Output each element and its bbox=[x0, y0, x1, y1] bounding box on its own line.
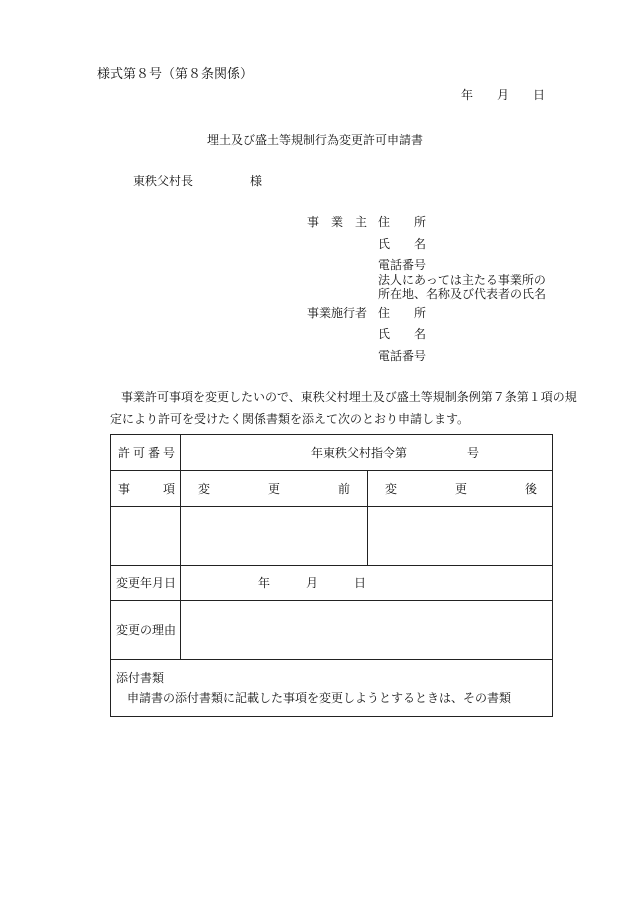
permit-number-label bbox=[118, 446, 175, 460]
before-change-cell[interactable] bbox=[181, 507, 366, 564]
before-label-char: 変 bbox=[198, 482, 211, 496]
item-label-char: 事 bbox=[118, 482, 131, 496]
page-title: 埋土及び盛土等規制行為変更許可申請書 bbox=[206, 133, 423, 147]
applicant-phone-label: 電話番号 bbox=[378, 258, 427, 272]
applicant-address-label: 住 所 bbox=[378, 215, 427, 229]
reason-label: 変更の理由 bbox=[116, 623, 177, 637]
form-number: 様式第８号（第８条関係） bbox=[97, 67, 254, 82]
change-date-value: 年 月 日 bbox=[258, 576, 367, 590]
change-date-label: 変更年月日 bbox=[116, 576, 177, 590]
after-label-char: 後 bbox=[524, 482, 537, 496]
contractor-phone-label: 電話番号 bbox=[378, 349, 427, 363]
permit-number-label-char: 許 bbox=[118, 446, 131, 460]
applicant-name-label: 氏 名 bbox=[378, 237, 427, 251]
attachments-label: 添付書類 bbox=[116, 671, 165, 685]
table-rule bbox=[111, 470, 552, 471]
attachments-text: 申請書の添付書類に記載した事項を変更しようとするときは、その書類 bbox=[127, 691, 512, 705]
after-label-char: 変 bbox=[385, 482, 398, 496]
addressee-name: 東秩父村長 bbox=[133, 174, 194, 188]
after-change-label bbox=[385, 482, 537, 496]
contractor-name-label: 氏 名 bbox=[378, 327, 427, 341]
contractor-address-label: 住 所 bbox=[378, 306, 427, 320]
item-label bbox=[118, 482, 175, 496]
permit-number-value: 年東秩父村指令第 号 bbox=[311, 446, 480, 460]
before-label-char: 前 bbox=[337, 482, 350, 496]
reason-cell[interactable] bbox=[181, 601, 551, 658]
after-change-cell[interactable] bbox=[368, 507, 551, 564]
table-rule bbox=[111, 565, 552, 566]
after-label-char: 更 bbox=[454, 482, 467, 496]
addressee-honorific: 様 bbox=[250, 174, 263, 188]
contractor-label: 事業施行者 bbox=[307, 306, 368, 320]
before-change-label bbox=[198, 482, 350, 496]
before-label-char: 更 bbox=[267, 482, 280, 496]
permit-number-label-char: 可 bbox=[132, 446, 145, 460]
item-label-char: 項 bbox=[162, 482, 175, 496]
permit-number-label-char: 号 bbox=[162, 446, 175, 460]
table-rule bbox=[111, 659, 552, 660]
body-text-line2: 定により許可を受けたく関係書類を添えて次のとおり申請します。 bbox=[110, 412, 470, 426]
body-text-line1: 事業許可事項を変更したいので、東秩父村埋土及び盛土等規制条例第７条第１項の規 bbox=[121, 390, 577, 404]
change-request-table bbox=[110, 434, 553, 717]
business-owner-label: 事 業 主 bbox=[307, 215, 368, 229]
corporate-note-line2: 所在地、名称及び代表者の氏名 bbox=[378, 287, 547, 301]
corporate-note-line1: 法人にあっては主たる事業所の bbox=[378, 273, 546, 287]
date-line: 年 月 日 bbox=[461, 88, 546, 102]
permit-number-label-char: 番 bbox=[147, 446, 160, 460]
